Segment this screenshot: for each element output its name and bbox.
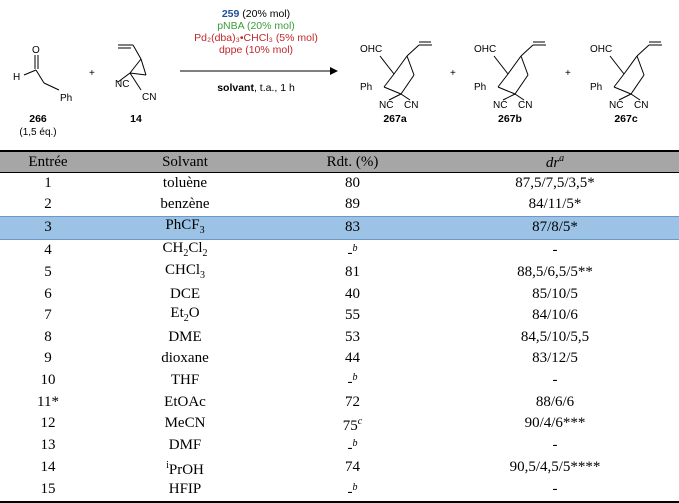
cell-dr: 90,5/4,5/5**** bbox=[509, 459, 601, 476]
cell-solvent bbox=[96, 305, 274, 327]
atom-Ph-267b: Ph bbox=[474, 82, 487, 93]
cell-dr: - bbox=[431, 479, 679, 502]
table-row bbox=[0, 194, 679, 216]
atom-NC-14: NC bbox=[115, 79, 130, 90]
header-solvent: Solvant bbox=[96, 151, 274, 173]
solvent-name: THF bbox=[170, 371, 200, 388]
yield-value: 40 bbox=[345, 285, 360, 302]
cell-yield bbox=[274, 413, 431, 435]
cell-dr: 90/4/6*** bbox=[524, 415, 586, 432]
yield-footnote: b bbox=[352, 481, 358, 493]
yield-value: 83 bbox=[345, 219, 360, 236]
table-row bbox=[0, 457, 679, 479]
cell-dr: 83/12/5 bbox=[532, 350, 578, 367]
yield-value: 44 bbox=[345, 350, 360, 367]
table-row bbox=[0, 239, 679, 262]
solvent-formula-part: 2 bbox=[183, 312, 189, 324]
solvent-name: HFIP bbox=[168, 481, 202, 498]
cell-yield bbox=[274, 305, 431, 327]
atom-Ph-267c: Ph bbox=[590, 82, 603, 93]
yield-value: 55 bbox=[345, 307, 360, 324]
yield-footnote: b bbox=[352, 437, 358, 449]
condition-solvent-time bbox=[178, 82, 334, 94]
compound-label-267c: 267c bbox=[614, 113, 638, 125]
atom-OHC-267b: OHC bbox=[474, 44, 497, 55]
condition-dppe: dppe (10% mol) bbox=[218, 44, 294, 56]
atom-CN-14: CN bbox=[142, 92, 157, 103]
atom-O: O bbox=[32, 45, 40, 56]
cell-yield bbox=[274, 435, 431, 457]
solvent-name: dioxane bbox=[161, 350, 209, 367]
table-row bbox=[0, 348, 679, 369]
cell-dr: 87/8/5* bbox=[431, 216, 679, 239]
cell-solvent bbox=[96, 479, 274, 502]
cell-entry: 6 bbox=[44, 285, 52, 302]
cell-yield bbox=[274, 262, 431, 284]
cell-solvent bbox=[96, 348, 274, 369]
cell-solvent bbox=[96, 457, 274, 479]
solvent-name: DCE bbox=[170, 285, 200, 302]
cell-dr: - bbox=[552, 437, 558, 454]
cell-entry: 15 bbox=[0, 479, 96, 502]
cell-solvent bbox=[96, 391, 274, 412]
condition-pd-catalyst: Pd₂(dba)₃•CHCl₃ (5% mol) bbox=[194, 32, 318, 44]
cell-yield bbox=[274, 348, 431, 369]
solvent-name: DMF bbox=[168, 437, 202, 454]
solvent-name: toluène bbox=[162, 175, 208, 192]
table-row bbox=[0, 262, 679, 284]
yield-value: - bbox=[347, 244, 353, 261]
solvent-word: solvant bbox=[217, 82, 254, 94]
cell-dr: - bbox=[552, 242, 558, 259]
cell-solvent bbox=[96, 173, 274, 195]
atom-CN-267c: CN bbox=[634, 100, 649, 111]
table-row bbox=[0, 173, 679, 195]
catalyst-number: 259 bbox=[221, 8, 240, 20]
table-row bbox=[0, 391, 679, 412]
cell-dr: 88/6/6 bbox=[535, 393, 575, 410]
cell-entry: 5 bbox=[44, 264, 52, 281]
plus-sign-3: + bbox=[565, 68, 571, 79]
catalyst-loading: (20% mol) bbox=[239, 8, 291, 20]
header-yield: Rdt. (%) bbox=[274, 151, 431, 173]
cell-solvent bbox=[96, 327, 274, 348]
solvent-formula-part: Cl bbox=[188, 239, 203, 256]
cell-yield bbox=[274, 194, 431, 216]
compound-label-14: 14 bbox=[130, 113, 142, 125]
scheme-drawing bbox=[0, 0, 679, 148]
yield-value: - bbox=[347, 483, 353, 500]
cell-solvent bbox=[96, 284, 274, 305]
cell-entry: 10 bbox=[40, 371, 56, 388]
solvent-screening-table bbox=[0, 150, 679, 503]
table-row bbox=[0, 305, 679, 327]
cell-solvent bbox=[96, 262, 274, 284]
cell-entry: 13 bbox=[40, 437, 56, 454]
solvent-formula-part: CHCl bbox=[164, 261, 200, 278]
plus-sign-2: + bbox=[450, 68, 456, 79]
atom-CN-267b: CN bbox=[518, 100, 533, 111]
atom-Ph-267a: Ph bbox=[360, 82, 373, 93]
cell-entry: 11* bbox=[37, 393, 59, 410]
atom-NC-267c: NC bbox=[609, 100, 624, 111]
solvent-name: EtOAc bbox=[164, 393, 206, 410]
table-body bbox=[0, 173, 679, 502]
solvent-formula-part: 2 bbox=[202, 247, 208, 259]
temperature-time: , t.a., 1 h bbox=[253, 82, 295, 94]
atom-H: H bbox=[13, 72, 21, 83]
compound-label-267b: 267b bbox=[498, 113, 522, 125]
compound-sublabel-266: (1,5 éq.) bbox=[19, 127, 57, 138]
table-row bbox=[0, 284, 679, 305]
cell-yield bbox=[274, 239, 431, 262]
cell-solvent bbox=[96, 413, 274, 435]
solvent-name: MeCN bbox=[164, 415, 206, 432]
cell-solvent bbox=[96, 435, 274, 457]
solvent-formula-part: PhCF bbox=[165, 216, 200, 233]
yield-value: 53 bbox=[345, 329, 360, 346]
yield-footnote: c bbox=[357, 415, 363, 427]
atom-CN-267a: CN bbox=[404, 100, 419, 111]
solvent-formula-part: CH bbox=[162, 239, 184, 256]
table-row bbox=[0, 369, 679, 391]
cell-yield bbox=[274, 173, 431, 195]
cell-entry: 12 bbox=[40, 415, 56, 432]
solvent-formula-part: 3 bbox=[199, 224, 205, 236]
table-row bbox=[0, 216, 679, 239]
cell-solvent bbox=[96, 239, 274, 262]
yield-value: 81 bbox=[345, 264, 360, 281]
cell-entry: 9 bbox=[44, 350, 52, 367]
plus-sign-1: + bbox=[89, 68, 95, 79]
cell-entry: 8 bbox=[44, 329, 52, 346]
cell-yield bbox=[274, 369, 431, 391]
compound-label-267a: 267a bbox=[383, 113, 407, 125]
cell-yield bbox=[274, 327, 431, 348]
reaction-scheme bbox=[0, 0, 679, 148]
cell-entry: 14 bbox=[40, 459, 56, 476]
solvent-name: PrOH bbox=[168, 461, 204, 478]
header-dr-footnote: a bbox=[559, 152, 565, 164]
header-dr bbox=[431, 151, 679, 173]
compound-label-266: 266 bbox=[29, 113, 47, 125]
cell-solvent bbox=[96, 369, 274, 391]
cell-entry: 3 bbox=[0, 216, 96, 239]
yield-value: - bbox=[347, 374, 353, 391]
cell-yield bbox=[274, 391, 431, 412]
cell-yield bbox=[274, 216, 431, 239]
cell-dr: 88,5/6,5/5** bbox=[517, 264, 593, 281]
yield-value: - bbox=[347, 439, 353, 456]
yield-value: 80 bbox=[345, 175, 360, 192]
atom-OHC-267a: OHC bbox=[360, 44, 383, 55]
cell-yield bbox=[274, 457, 431, 479]
cell-yield bbox=[274, 284, 431, 305]
cell-solvent bbox=[96, 216, 274, 239]
atom-OHC-267c: OHC bbox=[590, 44, 613, 55]
atom-NC-267b: NC bbox=[493, 100, 508, 111]
solvent-name: benzène bbox=[160, 196, 210, 213]
table-row bbox=[0, 327, 679, 348]
cell-dr: 85/10/5 bbox=[532, 285, 578, 302]
cell-solvent bbox=[96, 194, 274, 216]
yield-footnote: b bbox=[352, 372, 358, 384]
atom-Ph-266: Ph bbox=[60, 93, 73, 104]
header-entry: Entrée bbox=[0, 151, 96, 173]
solvent-formula-part: 3 bbox=[200, 269, 205, 281]
cell-entry: 4 bbox=[44, 242, 52, 259]
cell-dr: 84,5/10/5,5 bbox=[520, 329, 590, 346]
yield-value: 89 bbox=[345, 196, 360, 213]
cell-entry: 1 bbox=[44, 175, 52, 192]
table-row bbox=[0, 435, 679, 457]
table-row bbox=[0, 413, 679, 435]
solvent-name: DME bbox=[168, 329, 202, 346]
cell-dr: - bbox=[552, 371, 558, 388]
cell-dr: 87,5/7,5/3,5* bbox=[515, 175, 595, 192]
arrow-head bbox=[330, 67, 338, 75]
table-header-row bbox=[0, 151, 679, 173]
cell-entry: 2 bbox=[44, 196, 52, 213]
yield-value: 75 bbox=[342, 417, 358, 434]
atom-NC-267a: NC bbox=[379, 100, 394, 111]
yield-footnote: b bbox=[352, 242, 358, 254]
cell-yield bbox=[274, 479, 431, 502]
header-dr-text: dr bbox=[545, 154, 560, 171]
condition-pnba: pNBA (20% mol) bbox=[217, 20, 295, 32]
table-row bbox=[0, 479, 679, 502]
yield-value: 72 bbox=[345, 393, 360, 410]
cell-dr: 84/11/5* bbox=[528, 196, 582, 213]
cell-dr: 84/10/6 bbox=[532, 307, 578, 324]
solvent-formula-part: O bbox=[188, 304, 200, 321]
solvent-formula-part: Et bbox=[170, 304, 184, 321]
condition-catalyst-259 bbox=[178, 8, 334, 20]
yield-value: 74 bbox=[345, 459, 360, 476]
cell-entry: 7 bbox=[44, 307, 52, 324]
solvent-formula-part: 2 bbox=[183, 247, 189, 259]
solvent-prefix-superscript: i bbox=[166, 459, 169, 471]
